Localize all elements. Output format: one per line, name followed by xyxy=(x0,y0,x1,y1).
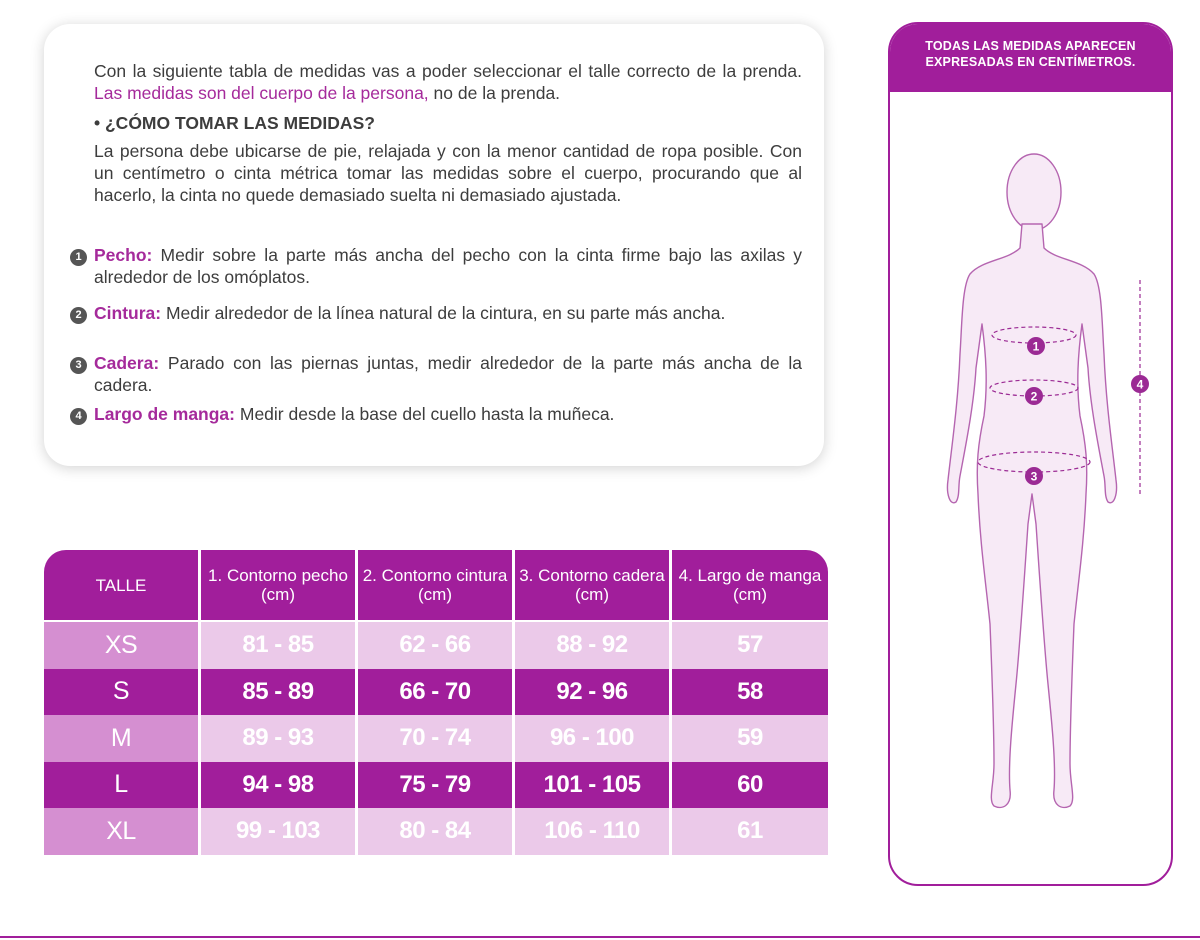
body-silhouette-icon xyxy=(890,24,1173,886)
svg-text:4: 4 xyxy=(1136,377,1144,392)
sleeve-cell: 59 xyxy=(672,715,828,762)
number-badge-1: 1 xyxy=(70,249,87,266)
sleeve-cell: 58 xyxy=(672,669,828,716)
size-cell: XL xyxy=(44,808,198,855)
marker-3-icon xyxy=(1025,467,1043,485)
units-note: TODAS LAS MEDIDAS APARECEN EXPRESADAS EN CENTÍMETROS. xyxy=(890,24,1171,92)
how-to-measure-heading: • ¿CÓMO TOMAR LAS MEDIDAS? xyxy=(94,113,375,133)
number-badge-3: 3 xyxy=(70,357,87,374)
measure-text: Medir sobre la parte más ancha del pecho con la cinta firme bajo las axilas y alrededor de los omóplatos. xyxy=(94,245,802,287)
header-hip: 3. Contorno cadera (cm) xyxy=(515,550,669,622)
sleeve-cell: 57 xyxy=(672,622,828,669)
measure-item-chest xyxy=(75,244,802,288)
chest-cell: 99 - 103 xyxy=(201,808,355,855)
measure-item-sleeve xyxy=(75,403,802,425)
svg-text:3: 3 xyxy=(1030,469,1038,484)
header-chest: 1. Contorno pecho (cm) xyxy=(201,550,355,622)
marker-1-icon xyxy=(1027,337,1045,355)
hip-cell: 106 - 110 xyxy=(515,808,669,855)
measure-text: Medir desde la base del cuello hasta la muñeca. xyxy=(239,404,615,424)
intro-paragraph xyxy=(94,60,802,104)
size-table xyxy=(44,550,824,862)
bottom-divider xyxy=(0,936,1200,938)
waist-cell: 75 - 79 xyxy=(358,762,512,809)
hip-cell: 92 - 96 xyxy=(515,669,669,716)
size-cell: M xyxy=(44,715,198,762)
chest-cell: 85 - 89 xyxy=(201,669,355,716)
size-cell: XS xyxy=(44,622,198,669)
number-badge-4: 4 xyxy=(70,408,87,425)
measure-label: Cintura: xyxy=(94,303,162,323)
body-figure-panel xyxy=(888,22,1173,886)
header-waist: 2. Contorno cintura (cm) xyxy=(358,550,512,622)
measure-text: Parado con las piernas juntas, medir alrededor de la parte más ancha de la cadera. xyxy=(94,353,802,395)
chest-cell: 81 - 85 xyxy=(201,622,355,669)
sleeve-cell: 61 xyxy=(672,808,828,855)
marker-2-icon xyxy=(1025,387,1043,405)
measure-text: Medir alrededor de la línea natural de la cintura, en su parte más ancha. xyxy=(165,303,726,323)
waist-cell: 66 - 70 xyxy=(358,669,512,716)
intro-highlight: Las medidas son del cuerpo de la persona, xyxy=(94,83,429,103)
hip-cell: 96 - 100 xyxy=(515,715,669,762)
number-badge-2: 2 xyxy=(70,307,87,324)
intro-text: Con la siguiente tabla de medidas vas a poder seleccionar el talle correcto de la prenda. xyxy=(94,61,802,81)
measure-label: Cadera: xyxy=(94,353,160,373)
intro-end: no de la prenda. xyxy=(433,83,561,103)
svg-text:1: 1 xyxy=(1032,339,1040,354)
measure-label: Pecho: xyxy=(94,245,153,265)
measure-item-waist xyxy=(75,302,802,324)
header-size: TALLE xyxy=(44,550,198,622)
waist-cell: 80 - 84 xyxy=(358,808,512,855)
size-cell: L xyxy=(44,762,198,809)
measure-item-hip xyxy=(75,352,802,396)
sleeve-cell: 60 xyxy=(672,762,828,809)
hip-cell: 88 - 92 xyxy=(515,622,669,669)
waist-cell: 62 - 66 xyxy=(358,622,512,669)
measure-label: Largo de manga: xyxy=(94,404,235,424)
header-sleeve: 4. Largo de manga (cm) xyxy=(672,550,828,622)
hip-cell: 101 - 105 xyxy=(515,762,669,809)
chest-cell: 89 - 93 xyxy=(201,715,355,762)
chest-cell: 94 - 98 xyxy=(201,762,355,809)
how-to-measure-paragraph: La persona debe ubicarse de pie, relajada y con la menor cantidad de ropa posible. Con un centímetro o cinta métrica tomar las medidas sobre el cuerpo, procurando que al hacerlo, la cinta no quede demasiado suelta ni demasiado ajustada. xyxy=(94,141,802,205)
marker-4-icon xyxy=(1131,375,1149,393)
waist-cell: 70 - 74 xyxy=(358,715,512,762)
size-cell: S xyxy=(44,669,198,716)
instructions-card xyxy=(44,24,824,466)
svg-text:2: 2 xyxy=(1030,389,1038,404)
